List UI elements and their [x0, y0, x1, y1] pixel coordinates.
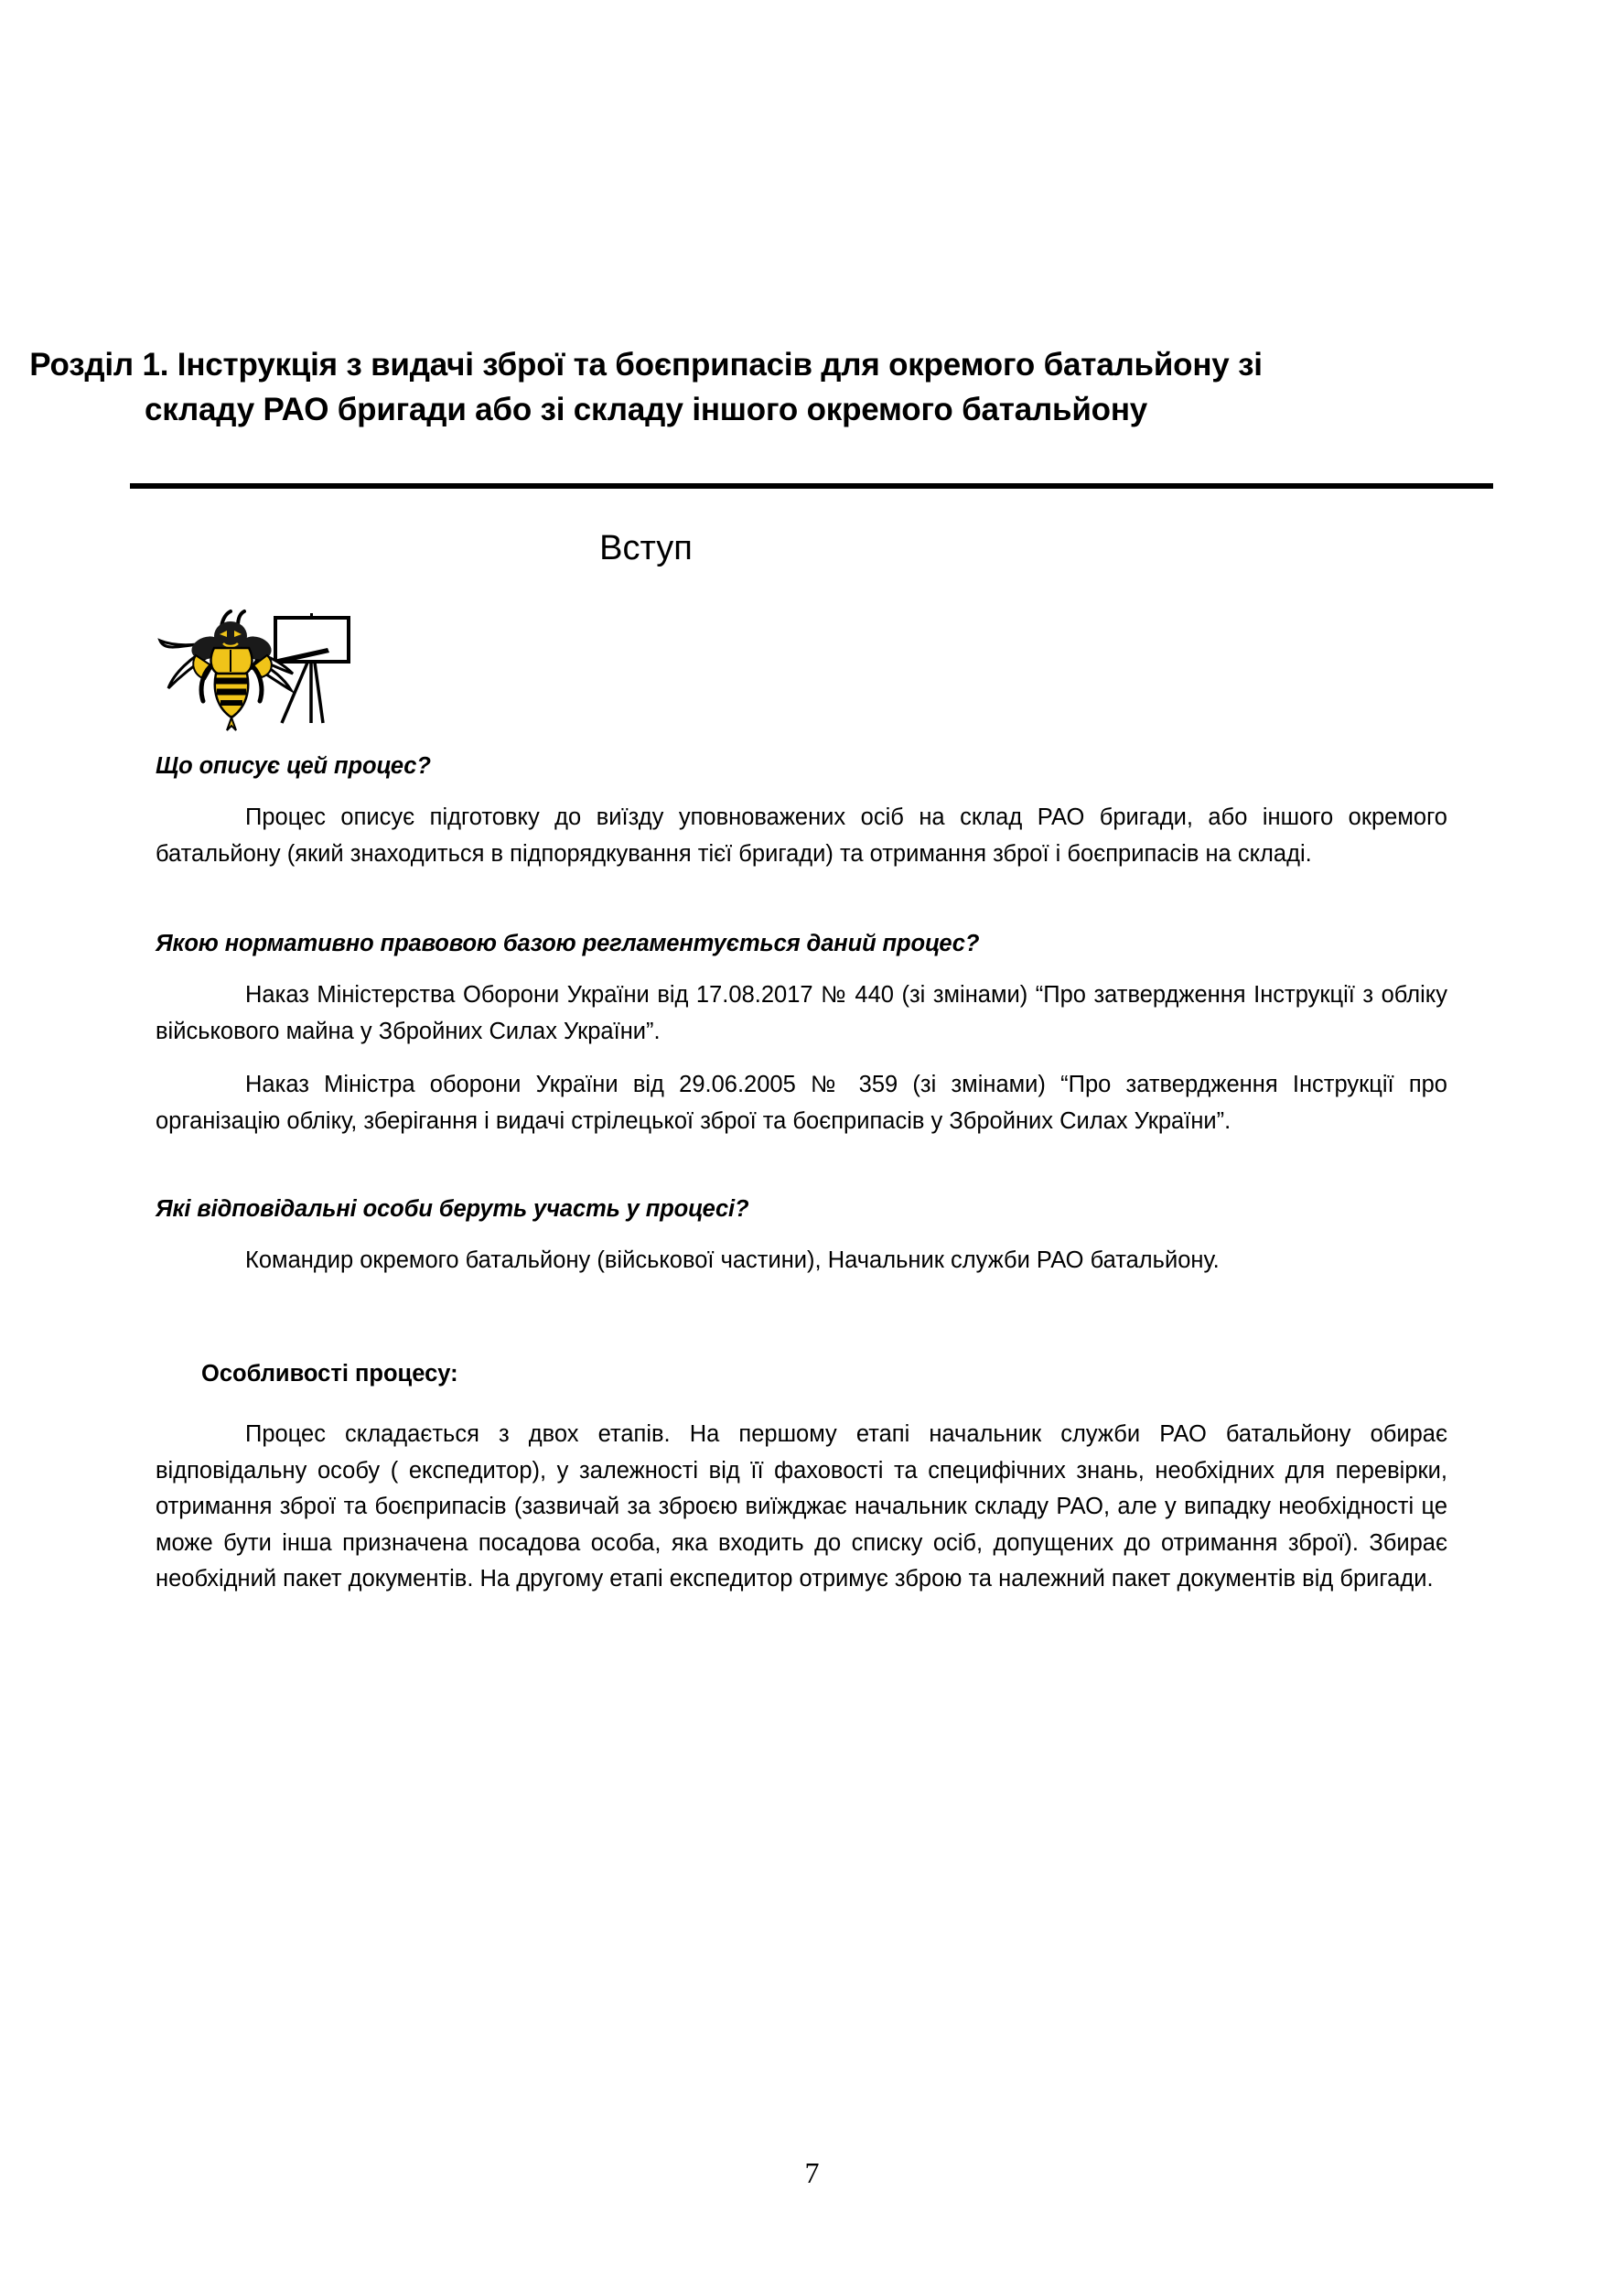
question-heading-3: Які відповідальні особи беруть участь у процесі? [156, 1196, 749, 1222]
paragraph-order-440: Наказ Міністерства Оборони України від 17.08.2017 № 440 (зі змінами) “Про затвердження Інструкції з обліку військового майна у Збройних Силах України”. [156, 982, 1447, 1044]
paragraph-process-description: Процес описує підготовку до виїзду уповноважених осіб на склад РАО бригади, або іншого окремого батальйону (який знаходиться в підпорядкування тієї бригади) та отримання зброї і боєприпасів на складі. [156, 804, 1447, 867]
title-divider [130, 483, 1493, 489]
paragraph-responsible-persons: Командир окремого батальйону (військової частини), Начальник служби РАО батальйону. [245, 1247, 1220, 1273]
bee-body [188, 611, 274, 730]
paragraph-process-features: Процес складається з двох етапів. На першому етапі начальник служби РАО батальйону обирає відповідальну особу ( експедитор), у залежності від її фаховості та специфічних знань, необхідних для перевірки, отримання зброї та боєприпасів (зазвичай за зброєю виїжджає начальник складу РАО, але у випадку необхідності це може бути інша призначена посадова особа, яка входить до списку осіб, допущених до отримання зброї). Збирає необхідний пакет документів. На другому етапі експедитор отримує зброю та належний пакет документів від бригади. [156, 1421, 1447, 1592]
bee-presenter-illustration [154, 606, 392, 734]
question-heading-2: Якою нормативно правовою базою регламентується даний процес? [156, 931, 980, 956]
section-heading-intro: Вступ [599, 529, 693, 567]
page-title: Розділ 1. Інструкція з видачі зброї та боєприпасів для окремого батальйону зі складу РАО бригади або зі складу іншого окремого батальйону [29, 347, 1263, 427]
paragraph-order-359: Наказ Міністра оборони України від 29.06.2005 № 359 (зі змінами) “Про затвердження Інструкції про організацію обліку, зберігання і видачі стрілецької зброї та боєприпасів у Збройних Силах України”. [156, 1072, 1447, 1134]
page-number: 7 [804, 2156, 820, 2189]
question-heading-1: Що описує цей процес? [156, 753, 431, 779]
features-heading: Особливості процесу: [201, 1361, 458, 1387]
